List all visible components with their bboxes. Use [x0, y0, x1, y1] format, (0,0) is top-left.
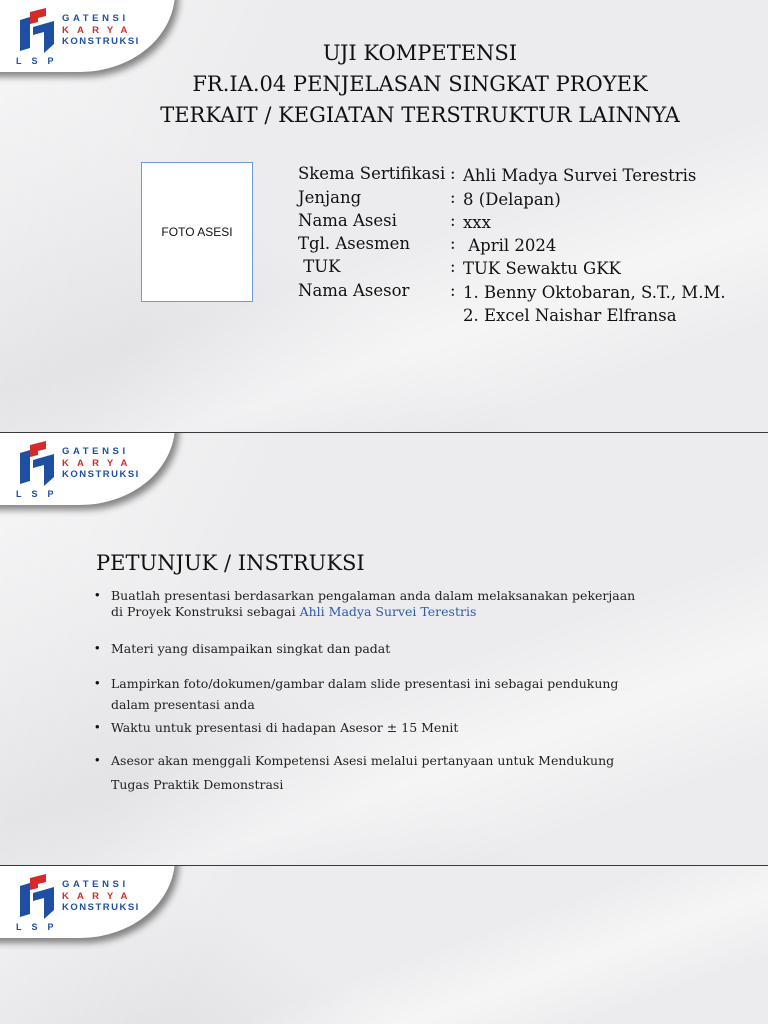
- title-line-1: UJI KOMPETENSI: [322, 41, 518, 65]
- bullet-1-highlight: Ahli Madya Survei Terestris: [299, 604, 477, 619]
- bullet-1-dot: •: [95, 587, 100, 602]
- logo-line-karya: KARYA: [62, 890, 136, 902]
- logo-lsp: LSP: [16, 489, 64, 499]
- logo-line-konstruksi: KONSTRUKSI: [62, 469, 140, 480]
- logo-wordmark: [62, 879, 140, 914]
- gatensi-logo-icon: [16, 8, 58, 54]
- instructions-title: PETUNJUK / INSTRUKSI: [96, 551, 365, 575]
- field-label-nama-asesor: Nama Asesor: [298, 281, 410, 300]
- field-label-skema: Skema Sertifikasi: [298, 164, 446, 183]
- logo-lsp: LSP: [16, 922, 64, 932]
- bullet-5-line-1: Asesor akan menggali Kompetensi Asesi melalui pertanyaan untuk Mendukung: [111, 753, 615, 768]
- bullet-2-line-1: Materi yang disampaikan singkat dan padat: [111, 641, 391, 656]
- logo-line-gatensi: GATENSI: [62, 13, 129, 24]
- field-label-tgl-asesmen: Tgl. Asesmen: [298, 234, 410, 253]
- field-colon-skema: :: [450, 164, 456, 183]
- field-colon-jenjang: :: [450, 188, 456, 207]
- bullet-1-line-1: Buatlah presentasi berdasarkan pengalaman anda dalam melaksanakan pekerjaan: [111, 588, 636, 603]
- bullet-3-line-1: Lampirkan foto/dokumen/gambar dalam slide presentasi ini sebagai pendukung: [111, 676, 619, 691]
- photo-placeholder: [141, 162, 253, 302]
- logo-line-gatensi: GATENSI: [62, 446, 129, 457]
- field-value-nama-asesor-1: 1. Benny Oktobaran, S.T., M.M.: [463, 283, 726, 302]
- bullet-1-prefix: di Proyek Konstruksi sebagai: [111, 604, 300, 619]
- bullet-2-dot: •: [95, 640, 100, 655]
- photo-label: FOTO ASESI: [161, 225, 233, 239]
- logo-line-karya: KARYA: [62, 24, 136, 36]
- bullet-3-line-2: dalam presentasi anda: [111, 697, 255, 712]
- gatensi-logo-icon: [16, 441, 58, 487]
- slide-cover: [0, 0, 768, 433]
- logo-line-konstruksi: KONSTRUKSI: [62, 36, 140, 47]
- cover-title: [120, 38, 720, 131]
- logo-line-gatensi: GATENSI: [62, 879, 129, 890]
- logo-wordmark: [62, 446, 140, 481]
- bullet-1-line-2: [111, 604, 476, 619]
- bullet-5-line-2: Tugas Praktik Demonstrasi: [111, 777, 284, 792]
- title-line-3: TERKAIT / KEGIATAN TERSTRUKTUR LAINNYA: [160, 103, 680, 127]
- gatensi-logo-icon: [16, 874, 58, 920]
- field-colon-nama-asesor: :: [450, 281, 456, 300]
- bullet-4-dot: •: [95, 719, 100, 734]
- field-colon-tuk: :: [450, 257, 456, 276]
- slide-instructions: [0, 433, 768, 866]
- title-line-2: FR.IA.04 PENJELASAN SINGKAT PROYEK: [192, 72, 648, 96]
- bullet-4-line-1: Waktu untuk presentasi di hadapan Asesor ± 15 Menit: [111, 720, 459, 735]
- field-colon-tgl-asesmen: :: [450, 234, 456, 253]
- field-value-tuk: TUK Sewaktu GKK: [463, 259, 621, 278]
- logo-line-konstruksi: KONSTRUKSI: [62, 902, 140, 913]
- field-label-jenjang: Jenjang: [298, 188, 362, 207]
- field-label-tuk: TUK: [298, 257, 341, 276]
- field-value-tgl-asesmen: April 2024: [463, 236, 557, 255]
- logo-line-karya: KARYA: [62, 457, 136, 469]
- logo-lsp: LSP: [16, 56, 64, 66]
- slide-next: [0, 866, 768, 1024]
- field-value-skema: Ahli Madya Survei Terestris: [463, 166, 697, 185]
- field-colon-nama-asesi: :: [450, 211, 456, 230]
- field-label-nama-asesi: Nama Asesi: [298, 211, 397, 230]
- field-value-nama-asesor-2: 2. Excel Naishar Elfransa: [463, 306, 677, 325]
- field-value-nama-asesi: xxx: [463, 213, 491, 232]
- field-value-jenjang: 8 (Delapan): [463, 190, 561, 209]
- bullet-5-dot: •: [95, 752, 100, 767]
- bullet-3-dot: •: [95, 675, 100, 690]
